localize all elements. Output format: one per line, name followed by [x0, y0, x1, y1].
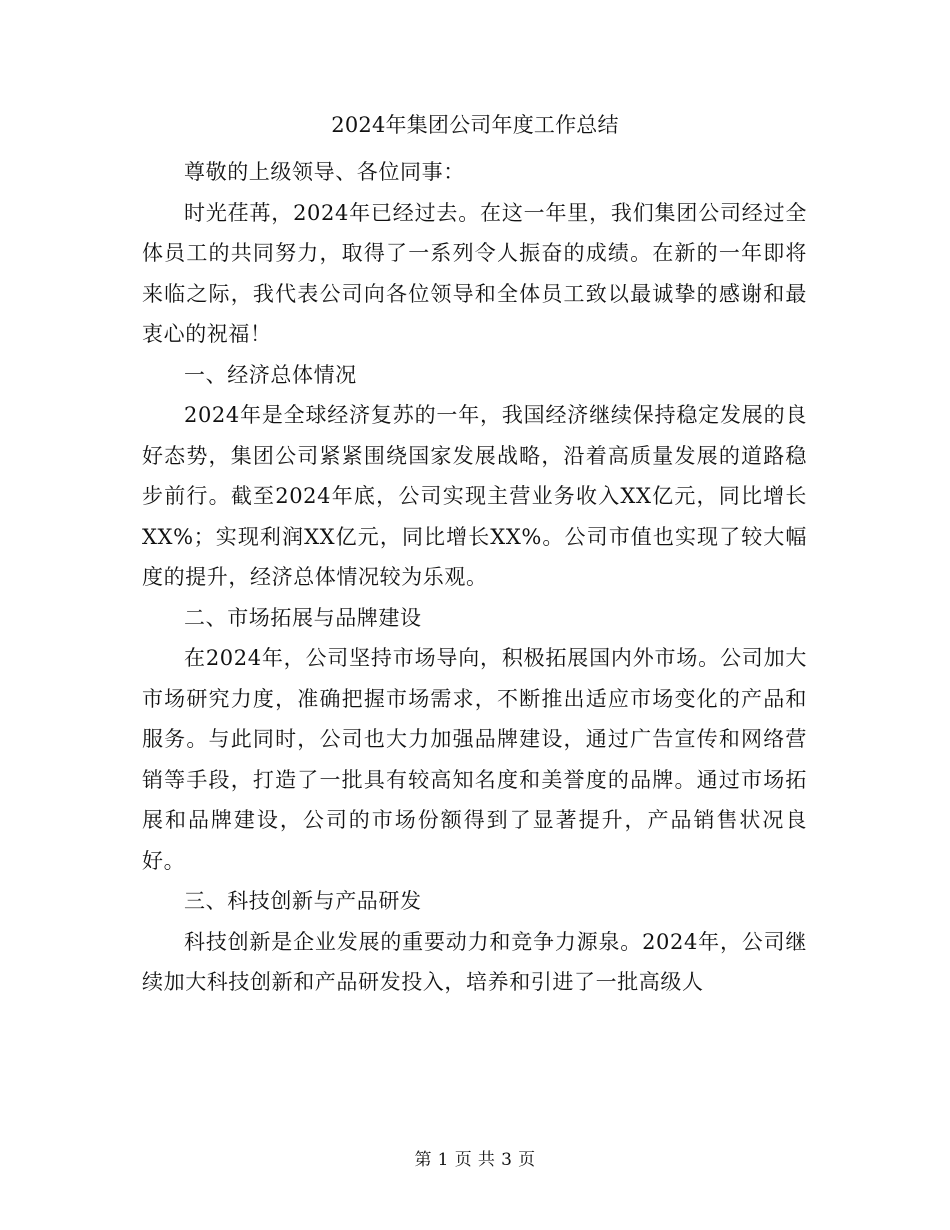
page-number-footer: 第 1 页 共 3 页 — [414, 1150, 536, 1170]
paragraph-economy: 2024年是全球经济复苏的一年，我国经济继续保持稳定发展的良好态势，集团公司紧紧围绕国家发展战略，沿着高质量发展的道路稳步前行。截至2024年底，公司实现主营业务收入XX亿元，同比增长XX%；实现利润XX亿元，同比增长XX%。公司市值也实现了较大幅度的提升，经济总体情况较为乐观。 — [142, 403, 807, 589]
section-heading-economy: 一、经济总体情况 — [184, 362, 357, 387]
section-heading-innovation: 三、科技创新与产品研发 — [184, 889, 422, 913]
document-title: 2024年集团公司年度工作总结 — [331, 113, 619, 137]
paragraph-innovation: 科技创新是企业发展的重要动力和竞争力源泉。2024年，公司继续加大科技创新和产品研发投入，培养和引进了一批高级人 — [142, 929, 807, 994]
salutation: 尊敬的上级领导、各位同事： — [184, 160, 465, 184]
paragraph-intro: 时光荏苒，2024年已经过去。在这一年里，我们集团公司经过全体员工的共同努力，取得了一系列令人振奋的成绩。在新的一年即将来临之际，我代表公司向各位领导和全体员工致以最诚挚的感谢和最衷心的祝福！ — [142, 200, 807, 346]
paragraph-market: 在2024年，公司坚持市场导向，积极拓展国内外市场。公司加大市场研究力度，准确把握市场需求，不断推出适应市场变化的产品和服务。与此同时，公司也大力加强品牌建设，通过广告宣传和网络营销等手段，打造了一批具有较高知名度和美誉度的品牌。通过市场拓展和品牌建设，公司的市场份额得到了显著提升，产品销售状况良好。 — [142, 646, 807, 873]
section-heading-market: 二、市场拓展与品牌建设 — [184, 605, 422, 630]
document-body — [142, 152, 807, 1003]
